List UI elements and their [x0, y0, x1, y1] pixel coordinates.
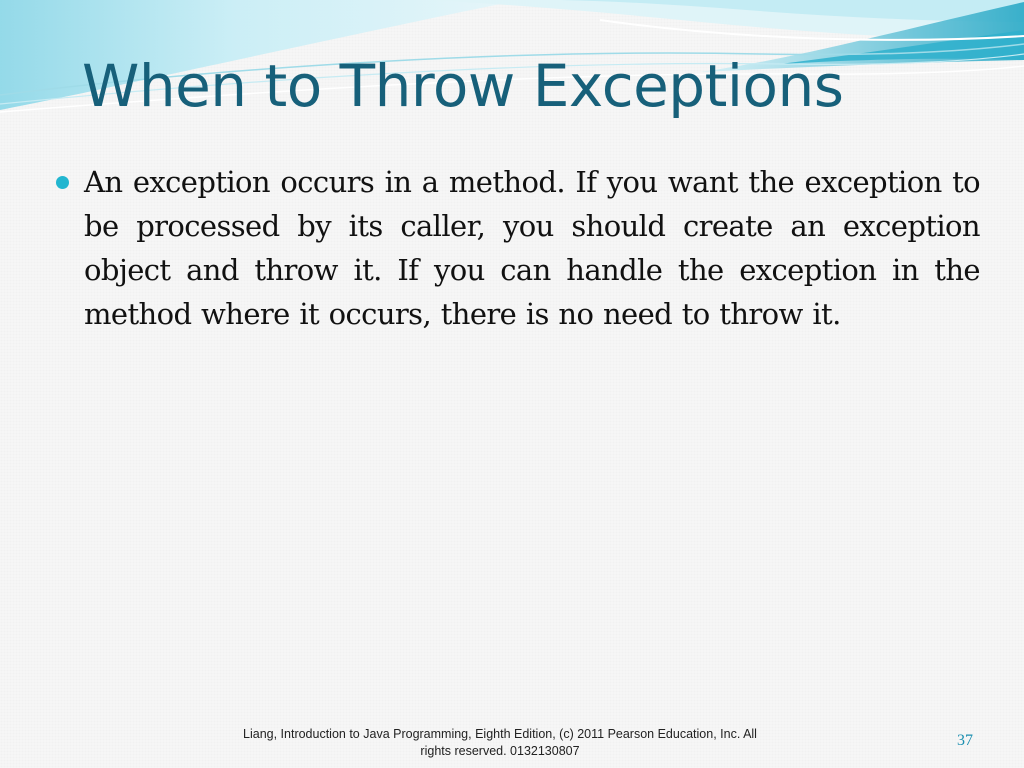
bullet-text: An exception occurs in a method. If you want the exception to be processed by its caller, you should create an exception object and throw it. If you can handle the exception in the method where it occurs, there is no need to throw it. [84, 165, 980, 331]
bullet-dot-icon [56, 176, 69, 189]
footer-line-1: Liang, Introduction to Java Programming, Eighth Edition, (c) 2011 Pearson Education, Inc. All [243, 727, 757, 741]
slide-footer [200, 726, 800, 760]
page-number: 37 [957, 732, 973, 749]
slide-title: When to Throw Exceptions [82, 52, 844, 120]
footer-line-2: rights reserved. 0132130807 [420, 744, 580, 758]
slide-body [52, 160, 980, 336]
bullet-item [52, 160, 980, 336]
